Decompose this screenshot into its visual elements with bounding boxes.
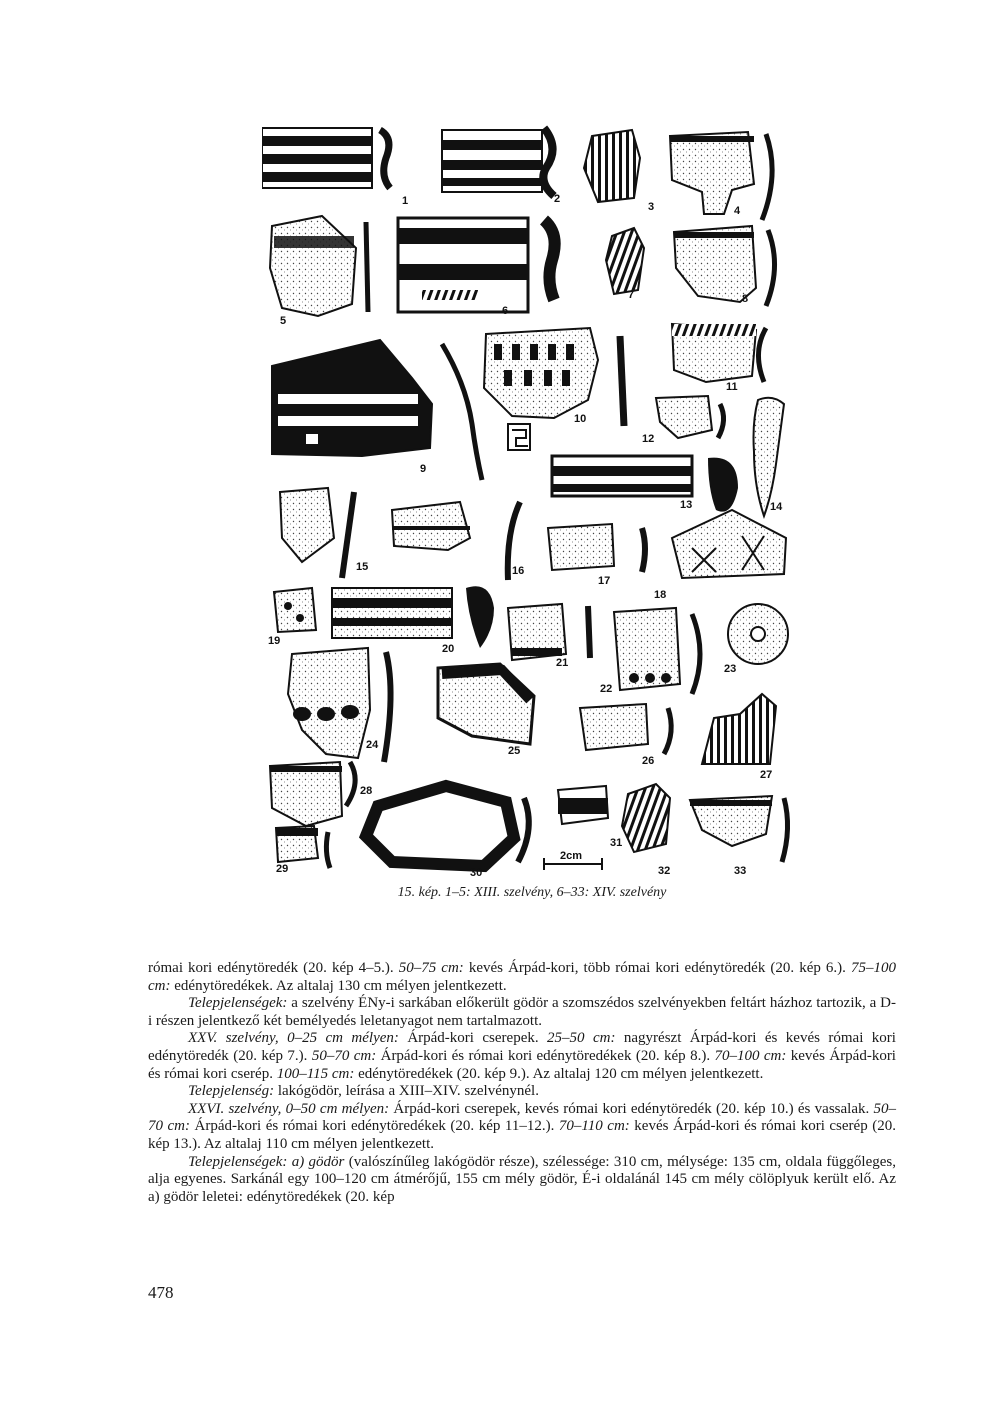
number-19: 19 xyxy=(268,635,281,647)
paragraph-6: Telepjelenségek: a) gödör (valószínűleg lakógödör része), szélessége: 310 cm, mélysége: 135 cm, oldala függőleges, alja egyenes. Sarkánál egy 100–120 cm átmérőjű, 155 cm mély gödör, É-i oldalánál 145 cm mély cölöplyuk került elő. Az a) gödör leletei: edénytöredékek (20. kép xyxy=(148,1153,896,1205)
body-text xyxy=(148,960,896,1206)
number-9: 9 xyxy=(420,463,427,475)
sherd-6 xyxy=(398,218,555,312)
number-13: 13 xyxy=(680,499,693,511)
sherd-26 xyxy=(580,704,671,754)
number-18: 18 xyxy=(654,589,667,601)
sherd-5 xyxy=(270,216,368,316)
number-22: 22 xyxy=(600,683,613,695)
pottery-drawings xyxy=(262,118,802,878)
scale-label: 2cm xyxy=(560,850,583,862)
sherd-3 xyxy=(584,130,640,202)
sherd-21 xyxy=(508,604,590,660)
sherd-32 xyxy=(622,784,670,852)
number-2: 2 xyxy=(554,193,561,205)
sherd-30 xyxy=(366,786,529,866)
sherd-1 xyxy=(262,128,390,188)
number-10: 10 xyxy=(574,413,587,425)
sherd-19 xyxy=(274,588,316,632)
sherd-2 xyxy=(442,128,554,196)
sherd-20 xyxy=(332,586,494,648)
number-21: 21 xyxy=(556,657,569,669)
number-1: 1 xyxy=(402,195,409,207)
number-5: 5 xyxy=(280,315,287,327)
number-6: 6 xyxy=(502,305,509,317)
figure-caption: 15. kép. 1–5: XIII. szelvény, 6–33: XIV. szelvény xyxy=(397,885,667,900)
sherd-9 xyxy=(272,340,482,480)
sherd-13 xyxy=(552,456,738,512)
sherd-28 xyxy=(270,762,355,826)
number-16: 16 xyxy=(512,565,525,577)
sherd-7 xyxy=(606,228,644,294)
number-17: 17 xyxy=(598,575,611,587)
sherd-16 xyxy=(392,502,520,580)
sherd-8 xyxy=(674,226,775,306)
sherd-31 xyxy=(558,786,608,824)
number-24: 24 xyxy=(366,739,379,751)
scale-bar xyxy=(544,850,602,870)
number-7: 7 xyxy=(628,289,635,301)
sherd-10 xyxy=(484,328,624,450)
number-8: 8 xyxy=(742,293,749,305)
pottery-plate xyxy=(262,118,802,878)
paragraph-3: XXV. szelvény, 0–25 cm mélyen: Árpád-kori cserepek. 25–50 cm: nagyrészt Árpád-kori és kevés római kori edénytöredék (20. kép 7.). 50–70 cm: Árpád-kori és római kori edénytöredékek (20. kép 8.). 70–100 cm: kevés Árpád-kori és római kori cserép. 100–115 cm: edénytöredékek (20. kép 9.). Az altalaj 120 cm mélyen jelentkezett. xyxy=(148,1030,896,1082)
sherd-15 xyxy=(280,488,354,578)
number-20: 20 xyxy=(442,643,455,655)
sherd-18 xyxy=(672,510,786,578)
sherd-14 xyxy=(754,398,785,516)
number-12: 12 xyxy=(642,433,655,445)
sherd-22 xyxy=(614,608,700,694)
sherd-4 xyxy=(670,132,772,220)
number-25: 25 xyxy=(508,745,521,757)
number-32: 32 xyxy=(658,865,671,877)
sherd-12 xyxy=(656,396,724,438)
number-14: 14 xyxy=(770,501,783,513)
sherd-23 xyxy=(728,604,788,664)
number-15: 15 xyxy=(356,561,369,573)
sherd-11 xyxy=(672,324,766,382)
number-28: 28 xyxy=(360,785,373,797)
number-33: 33 xyxy=(734,865,747,877)
sherd-25 xyxy=(438,664,534,744)
number-3: 3 xyxy=(648,201,655,213)
number-30: 30 xyxy=(470,867,483,878)
paragraph-1: római kori edénytöredék (20. kép 4–5.). 50–75 cm: kevés Árpád-kori, több római kori edénytöredék (20. kép 6.). 75–100 cm: edénytöredékek. Az altalaj 130 cm mélyen jelentkezett. xyxy=(148,960,896,994)
number-26: 26 xyxy=(642,755,655,767)
sherd-27 xyxy=(702,694,776,764)
sherd-17 xyxy=(548,524,645,572)
number-29: 29 xyxy=(276,863,289,875)
number-23: 23 xyxy=(724,663,737,675)
sherd-29 xyxy=(276,826,330,868)
paragraph-2: Telepjelenségek: a szelvény ÉNy-i sarkában előkerült gödör a szomszédos szelvényekben feltárt házhoz tartozik, a D-i részen jelentkező két bemélyedés leletanyagot nem tartalmazott. xyxy=(148,995,896,1029)
page-number: 478 xyxy=(148,1283,174,1302)
number-27: 27 xyxy=(760,769,773,781)
paragraph-4: Telepjelenség: lakógödör, leírása a XIII–XIV. szelvénynél. xyxy=(188,1083,539,1100)
number-11: 11 xyxy=(726,381,738,393)
number-31: 31 xyxy=(610,837,623,849)
sherd-33 xyxy=(690,796,788,862)
number-4: 4 xyxy=(734,205,741,217)
paragraph-5: XXVI. szelvény, 0–50 cm mélyen: Árpád-kori cserepek, kevés római kori edénytöredék (20. kép 10.) és vassalak. 50–70 cm: Árpád-kori és római kori edénytöredékek (20. kép 11–12.). 70–110 cm: kevés Árpád-kori és római kori cserép (20. kép 13.). Az altalaj 110 cm mélyen jelentkezett. xyxy=(148,1100,896,1152)
